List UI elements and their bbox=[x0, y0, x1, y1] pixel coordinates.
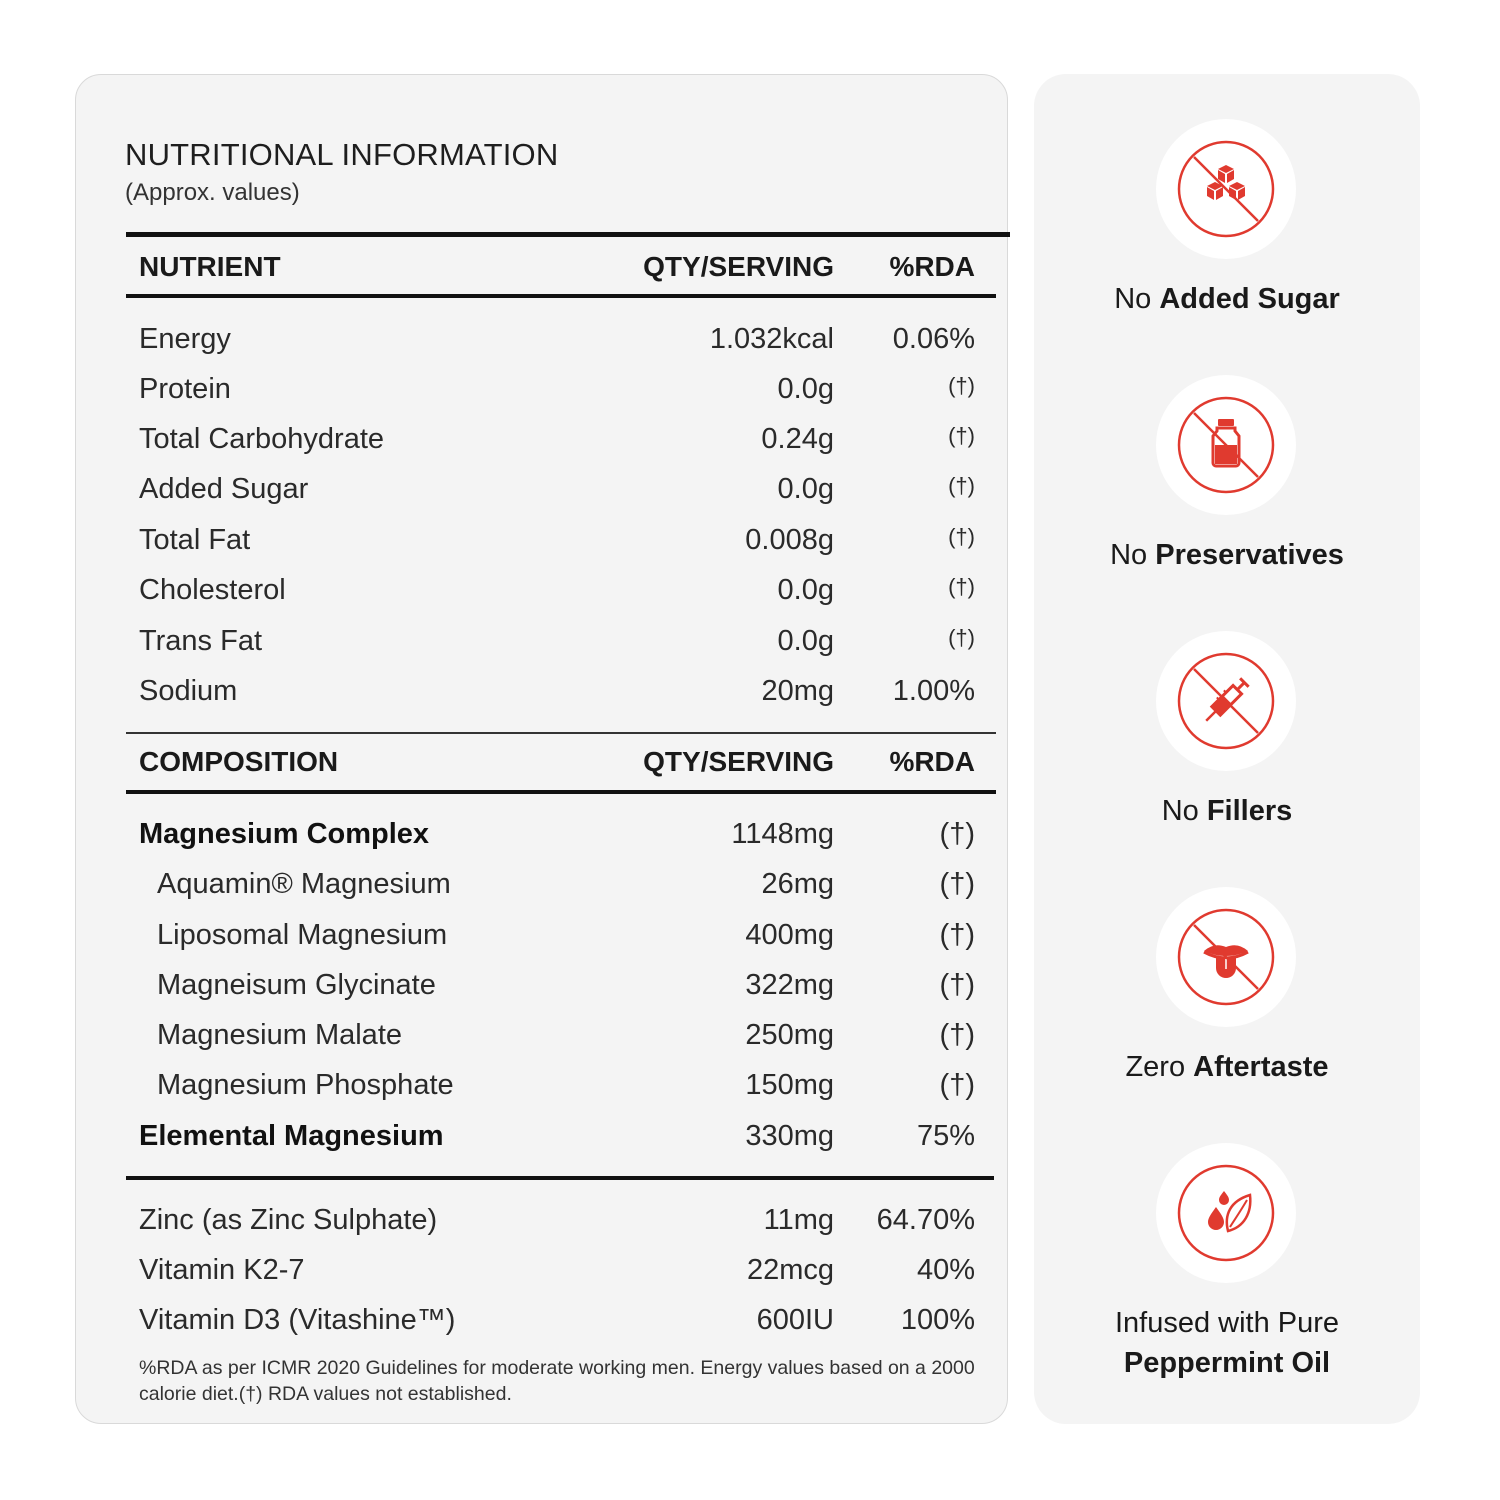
nutrient-rda: (†) bbox=[948, 373, 975, 398]
composition-rda: (†) bbox=[939, 818, 975, 850]
icon-badge bbox=[1156, 375, 1296, 515]
composition-rda: 75% bbox=[916, 1120, 975, 1152]
composition-name: Magnesium Phosphate bbox=[157, 1069, 454, 1101]
nutrient-qty: 0.0g bbox=[777, 473, 834, 505]
composition-row bbox=[139, 969, 975, 1009]
nutrient-name: Sodium bbox=[139, 675, 238, 707]
feature-label: Zero Aftertaste bbox=[1125, 1051, 1329, 1083]
nutrient-row bbox=[139, 473, 975, 513]
feature-label: No Fillers bbox=[1161, 795, 1293, 827]
nutrient-qty: 1.032kcal bbox=[709, 323, 834, 355]
nutrient-name: Energy bbox=[139, 323, 231, 355]
composition-rda: (†) bbox=[939, 919, 975, 951]
composition-qty: 400mg bbox=[745, 919, 834, 951]
composition-name: Magnesium Complex bbox=[139, 818, 430, 850]
composition-qty: 322mg bbox=[745, 969, 834, 1001]
nutrition-panel bbox=[75, 74, 1008, 1424]
other-rda: 100% bbox=[900, 1304, 975, 1336]
nutrient-row bbox=[139, 373, 975, 413]
other-qty: 11mg bbox=[763, 1204, 834, 1236]
composition-rda: (†) bbox=[939, 969, 975, 1001]
nutrient-name: Added Sugar bbox=[139, 473, 309, 505]
no-syringe-icon bbox=[1176, 651, 1276, 751]
nutrient-row bbox=[139, 524, 975, 564]
other-qty: 600IU bbox=[756, 1304, 834, 1336]
composition-qty: 250mg bbox=[745, 1019, 834, 1051]
nutrient-name: Trans Fat bbox=[139, 625, 263, 657]
composition-name: Magnesium Malate bbox=[157, 1019, 402, 1051]
header-qty: QTY/SERVING bbox=[643, 746, 834, 777]
nutrient-rda: (†) bbox=[948, 473, 975, 498]
nutrient-rda: (†) bbox=[948, 574, 975, 599]
other-name: Vitamin D3 (Vitashine™) bbox=[139, 1304, 456, 1336]
divider bbox=[126, 790, 996, 794]
divider bbox=[126, 732, 996, 734]
composition-rda: (†) bbox=[939, 1019, 975, 1051]
other-row bbox=[139, 1254, 975, 1294]
leaf-drop-icon bbox=[1176, 1163, 1276, 1263]
composition-rda: (†) bbox=[939, 868, 975, 900]
feature-label-line2: Peppermint Oil bbox=[1123, 1347, 1331, 1379]
nutrient-rda: (†) bbox=[948, 423, 975, 448]
composition-name: Aquamin® Magnesium bbox=[157, 868, 451, 900]
nutrient-name: Cholesterol bbox=[139, 574, 286, 606]
composition-name: Magneisum Glycinate bbox=[157, 969, 436, 1001]
nutrient-qty: 0.0g bbox=[777, 373, 834, 405]
features-panel bbox=[1034, 74, 1420, 1424]
other-name: Vitamin K2-7 bbox=[139, 1254, 305, 1286]
composition-name: Elemental Magnesium bbox=[139, 1120, 444, 1152]
nutrient-name: Total Carbohydrate bbox=[139, 423, 385, 455]
nutrient-qty: 0.008g bbox=[745, 524, 834, 556]
footnote: %RDA as per ICMR 2020 Guidelines for moderate working men. Energy values based on a 2000 calorie diet.(†) RDA values not established. bbox=[139, 1357, 975, 1405]
header-composition: COMPOSITION bbox=[139, 746, 339, 777]
nutrient-row bbox=[139, 574, 975, 614]
nutrient-qty: 0.0g bbox=[777, 625, 834, 657]
composition-qty: 1148mg bbox=[731, 818, 834, 850]
composition-row bbox=[139, 1069, 975, 1109]
icon-badge bbox=[1156, 1143, 1296, 1283]
header-rda: %RDA bbox=[889, 746, 975, 777]
no-preservative-bottle-icon bbox=[1176, 395, 1276, 495]
nutrient-row bbox=[139, 625, 975, 665]
divider bbox=[126, 1176, 994, 1180]
composition-header-row bbox=[139, 746, 975, 786]
composition-row bbox=[139, 919, 975, 959]
feature-label-line1: Infused with Pure bbox=[1114, 1307, 1340, 1339]
nutrient-name: Protein bbox=[139, 373, 231, 405]
other-qty: 22mcg bbox=[746, 1254, 834, 1286]
feature-label: No Preservatives bbox=[1110, 539, 1344, 571]
composition-qty: 26mg bbox=[761, 868, 834, 900]
composition-qty: 330mg bbox=[745, 1120, 834, 1152]
nutrient-qty: 20mg bbox=[761, 675, 834, 707]
other-row bbox=[139, 1304, 975, 1344]
no-sugar-cubes-icon bbox=[1176, 139, 1276, 239]
nutrient-rda: 1.00% bbox=[892, 675, 975, 707]
composition-row bbox=[139, 868, 975, 908]
nutrient-header-row bbox=[139, 251, 975, 291]
icon-badge bbox=[1156, 887, 1296, 1027]
composition-name: Liposomal Magnesium bbox=[157, 919, 448, 951]
icon-badge bbox=[1156, 631, 1296, 771]
composition-rda: (†) bbox=[939, 1069, 975, 1101]
header-nutrient: NUTRIENT bbox=[139, 251, 281, 282]
nutrient-rda: (†) bbox=[948, 625, 975, 650]
nutrient-qty: 0.0g bbox=[777, 574, 834, 606]
composition-qty: 150mg bbox=[745, 1069, 834, 1101]
no-tongue-icon bbox=[1176, 907, 1276, 1007]
nutrition-title: NUTRITIONAL INFORMATION bbox=[125, 137, 559, 172]
divider bbox=[126, 294, 996, 298]
other-row bbox=[139, 1204, 975, 1244]
nutrient-row bbox=[139, 323, 975, 363]
nutrient-row bbox=[139, 675, 975, 715]
composition-row bbox=[139, 1019, 975, 1059]
nutrient-name: Total Fat bbox=[139, 524, 251, 556]
other-rda: 40% bbox=[916, 1254, 975, 1286]
other-rda: 64.70% bbox=[876, 1204, 975, 1236]
nutrient-rda: 0.06% bbox=[892, 323, 975, 355]
feature-label: No Added Sugar bbox=[1114, 283, 1340, 315]
composition-row bbox=[139, 1120, 975, 1160]
nutrient-rda: (†) bbox=[948, 524, 975, 549]
nutrient-qty: 0.24g bbox=[761, 423, 834, 455]
header-rda: %RDA bbox=[889, 251, 975, 282]
composition-row bbox=[139, 818, 975, 858]
icon-badge bbox=[1156, 119, 1296, 259]
nutrition-subtitle: (Approx. values) bbox=[125, 179, 300, 206]
header-qty: QTY/SERVING bbox=[643, 251, 834, 282]
divider bbox=[126, 232, 1010, 237]
other-name: Zinc (as Zinc Sulphate) bbox=[139, 1204, 438, 1236]
nutrient-row bbox=[139, 423, 975, 463]
